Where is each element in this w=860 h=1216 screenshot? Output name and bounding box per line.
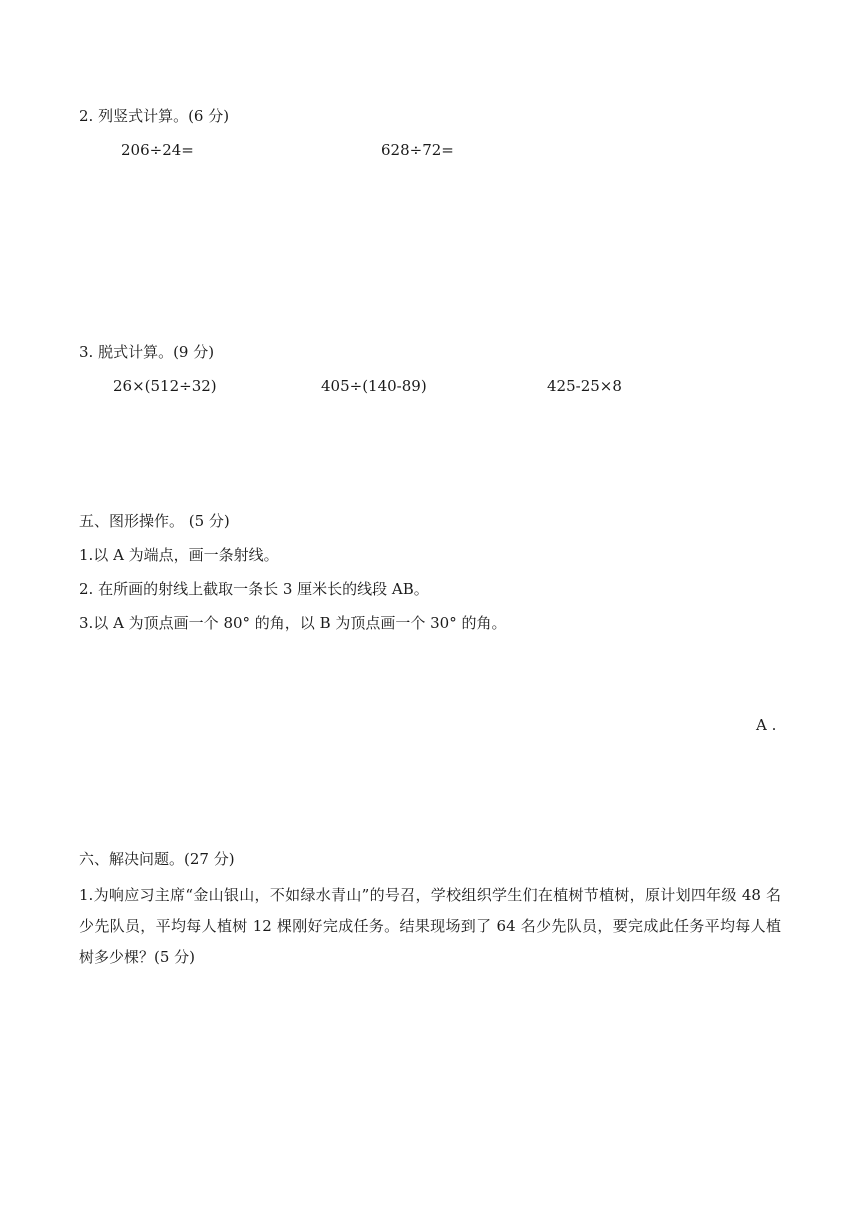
question-3-expression-1: 26×(512÷32) (113, 377, 217, 395)
section-five-item-3: 3.以 A 为顶点画一个 80° 的角，以 B 为顶点画一个 30° 的角。 (79, 614, 507, 632)
question-2-expression-2: 628÷72= (381, 141, 454, 159)
question-3-title: 3. 脱式计算。(9 分) (79, 343, 215, 361)
question-2-expression-1: 206÷24= (121, 141, 194, 159)
section-five-item-2: 2. 在所画的射线上截取一条长 3 厘米长的线段 AB。 (79, 580, 429, 598)
section-five-item-1: 1.以 A 为端点，画一条射线。 (79, 546, 279, 564)
section-five-title: 五、图形操作。 (5 分) (79, 512, 230, 530)
question-3-expression-2: 405÷(140-89) (321, 377, 427, 395)
question-3-expression-3: 425-25×8 (547, 377, 622, 395)
point-a-label: A . (756, 716, 777, 734)
section-six-problem-1: 1.为响应习主席“金山银山，不如绿水青山”的号召，学校组织学生们在植树节植树，原计划四年级 48 名少先队员，平均每人植树 12 棵刚好完成任务。结果现场到了 64 名少先队员，要完成此任务平均每人植树多少棵？(5 分) (79, 886, 781, 966)
question-2-title: 2. 列竖式计算。(6 分) (79, 107, 230, 125)
section-six-title: 六、解决问题。(27 分) (79, 850, 235, 868)
